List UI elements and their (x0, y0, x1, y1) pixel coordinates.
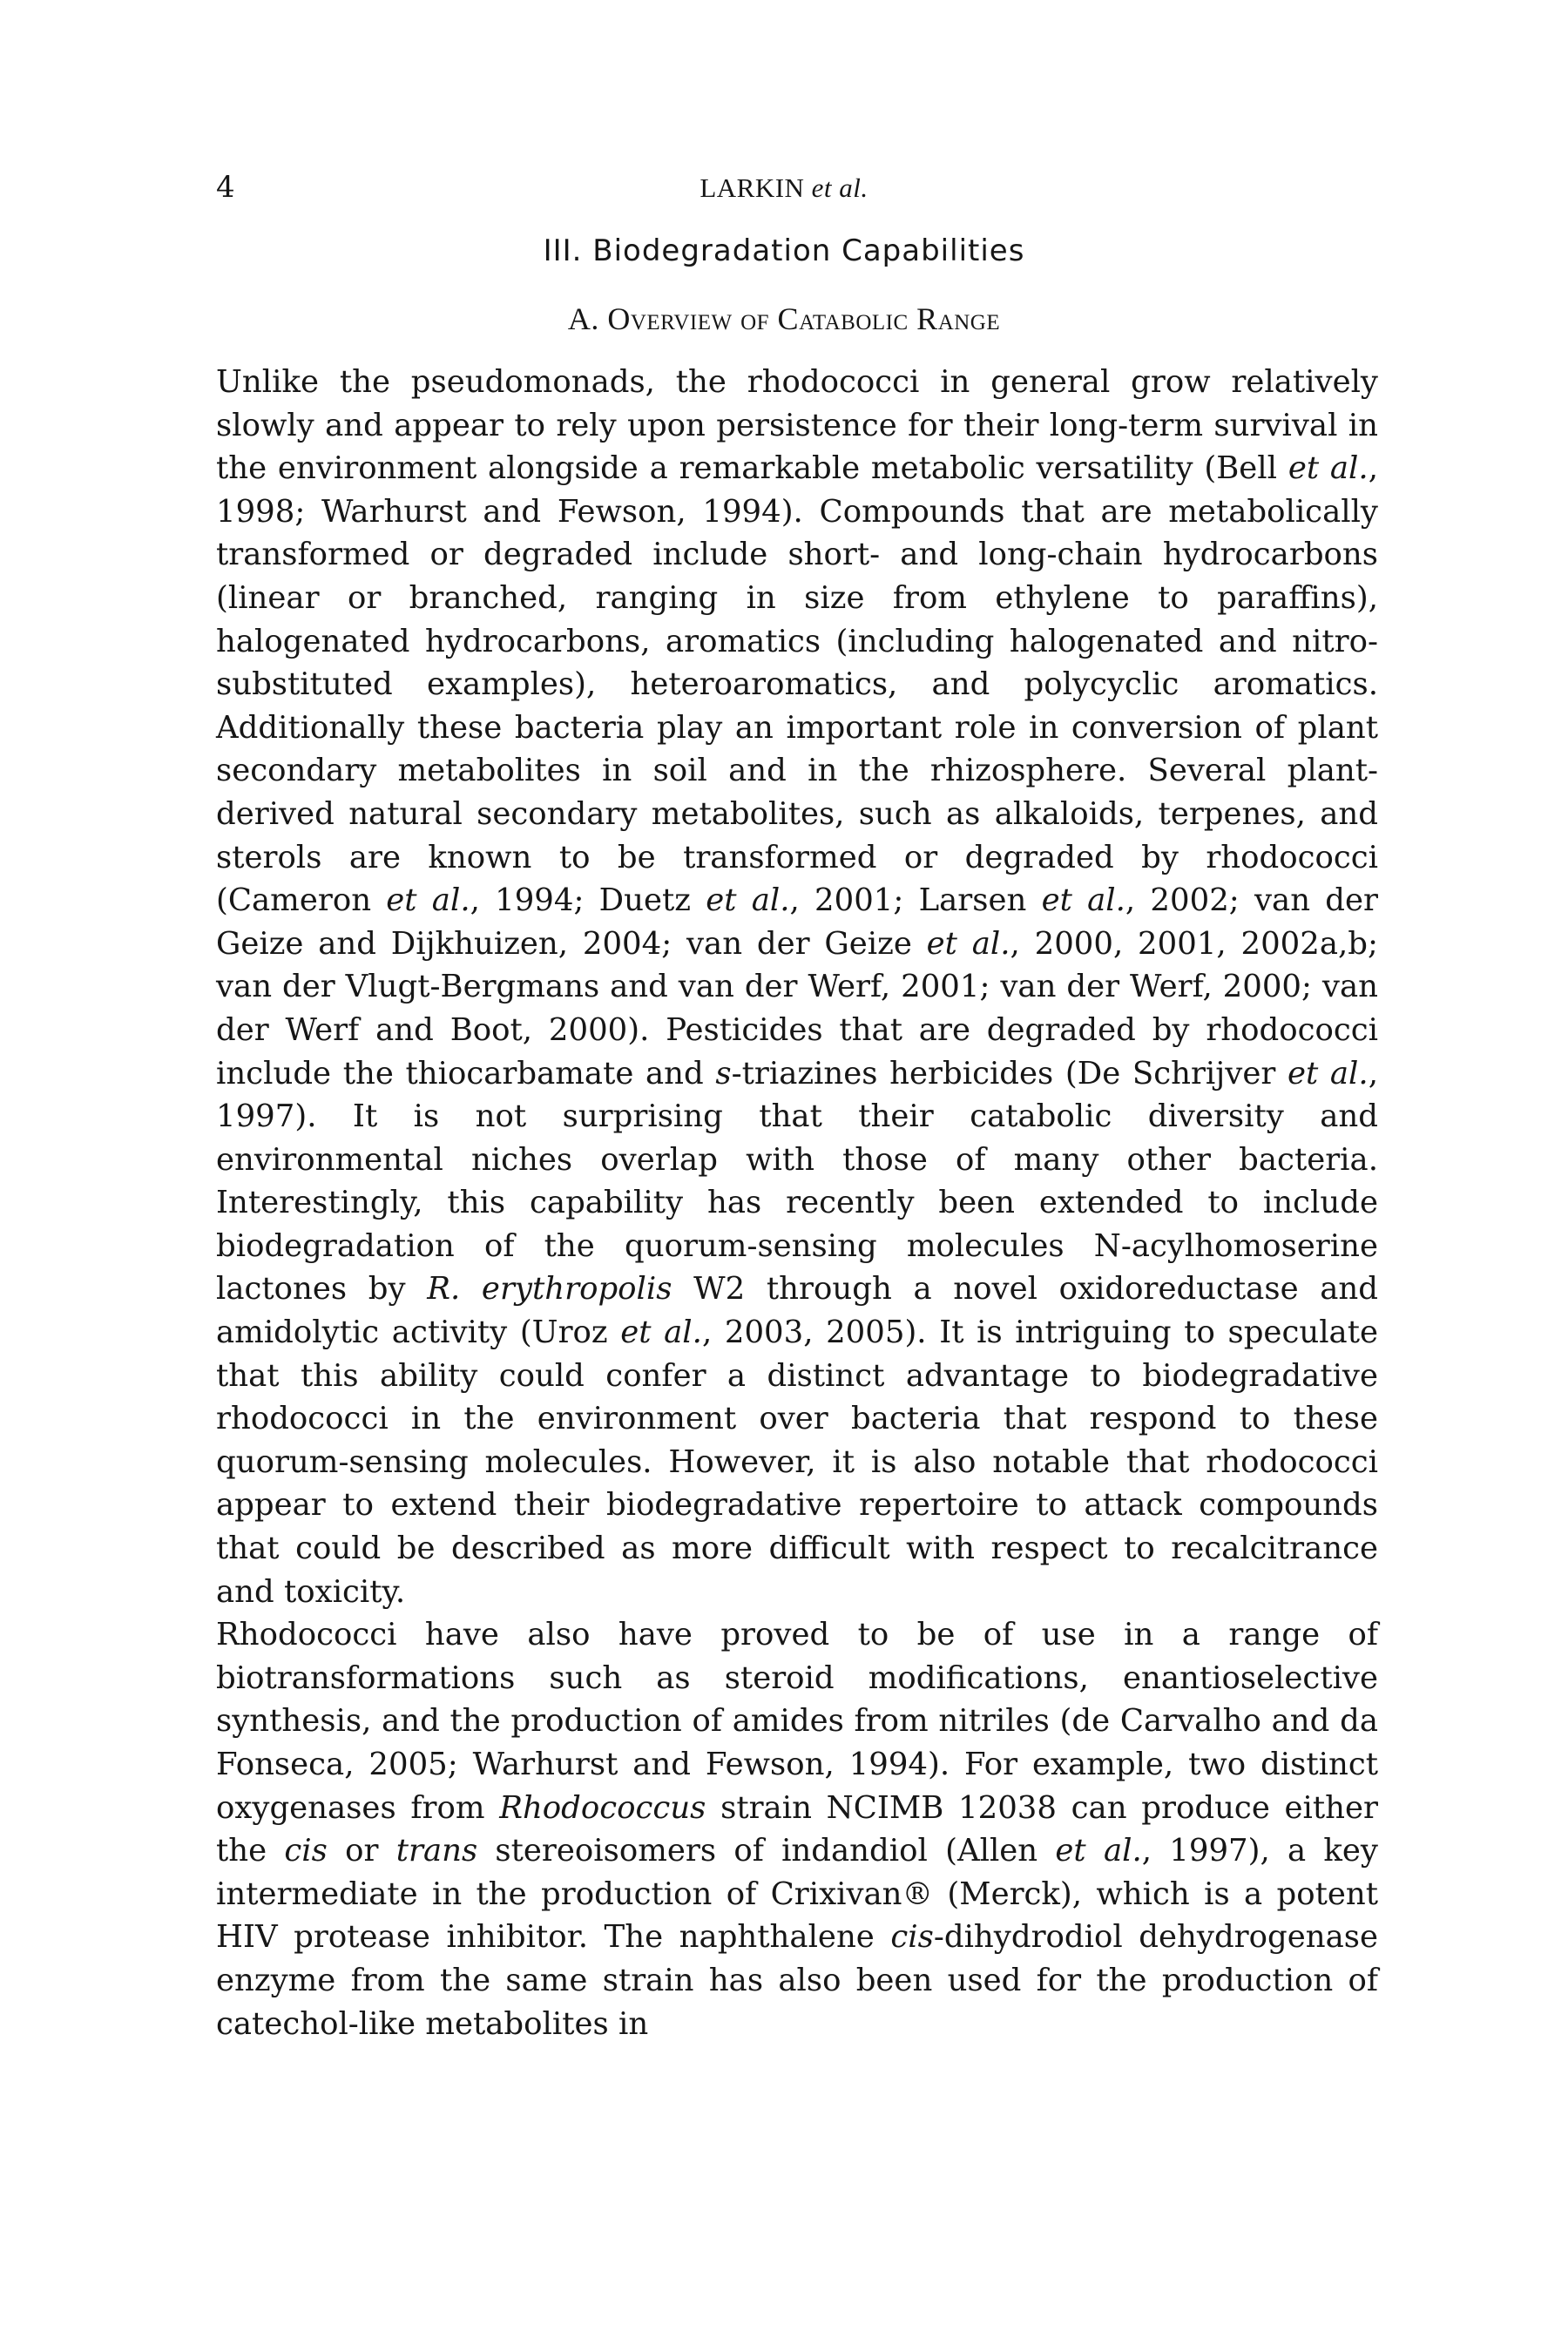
text-run: strain NCIMB 12038 can produce either the (216, 1789, 1378, 1869)
paragraph-2 (216, 1613, 1378, 2045)
italic-text: et al. (926, 925, 1010, 962)
text-run: or (327, 1833, 396, 1869)
running-head (0, 172, 1568, 204)
running-head-author: LARKIN (700, 172, 805, 203)
page-number: 4 (216, 170, 235, 205)
text-run: , 2000, 2001, 2002a,b; van der Vlugt-Bergmans and van der Werf, 2001; van der Werf, 2000; van der Werf and Boot, 2000). Pesticides that are degraded by rhodococci include the thiocarbamate and (216, 925, 1378, 1092)
text-run: , 2002; van der Geize and Dijkhuizen, 2004; van der Geize (216, 882, 1378, 962)
subsection-heading: A. Overview of Catabolic Range (567, 301, 1001, 336)
body-text (216, 361, 1378, 2045)
section-heading: III. Biodegradation Capabilities (543, 233, 1025, 268)
text-run: , 1994; Duetz (470, 882, 706, 919)
italic-text: trans (395, 1833, 478, 1869)
text-run: , 1998; Warhurst and Fewson, 1994). Compounds that are metabolically transformed or degraded include short- and long-chain hydrocarbons (linear or branched, ranging in size from ethylene to paraffins), halogenated hydrocarbons, aromatics (including halogenated and nitro-substituted examples), heteroaromatics, and polycyclic aromatics. Additionally these bacteria play an important role in conversion of plant secondary metabolites in soil and in the rhizosphere. Several plant-derived natural secondary metabolites, such as alkaloids, terpenes, and sterols are known to be transformed or degraded by rhodococci (Cameron (216, 450, 1378, 919)
italic-text: et al. (1055, 1833, 1142, 1869)
text-run: , 1997), a key intermediate in the production of Crixivan® (Merck), which is a potent HIV protease inhibitor. The naphthalene (216, 1833, 1378, 1956)
text-run: stereoisomers of indandiol (Allen (477, 1833, 1056, 1869)
italic-text: et al. (620, 1315, 702, 1351)
italic-text: et al. (1041, 882, 1125, 919)
text-run: , 2003, 2005). It is intriguing to speculate that this ability could confer a distinct advantage to biodegradative rhodococci in the environment over bacteria that respond to these quorum-sensing molecules. However, it is also notable that rhodococci appear to extend their biodegradative repertoire to attack compounds that could be described as more difficult with respect to recalcitrance and toxicity. (216, 1315, 1378, 1610)
running-head-etal: et al. (811, 172, 868, 203)
text-run: , 2001; Larsen (789, 882, 1042, 919)
text-run: Rhodococci have also have proved to be of use in a range of biotransformations such as steroid modifications, enantioselective synthesis, and the production of amides from nitriles (de Carvalho and da Fonseca, 2005; Warhurst and Fewson, 1994). For example, two distinct oxygenases from (216, 1617, 1378, 1826)
italic-text: s (715, 1055, 732, 1092)
italic-text: et al. (1287, 1055, 1369, 1092)
italic-text: R. erythropolis (427, 1271, 672, 1308)
paragraph-1 (216, 361, 1378, 1613)
italic-text: cis (890, 1919, 934, 1956)
text-run: W2 through a novel oxidoreductase and amidolytic activity (Uroz (216, 1271, 1378, 1351)
italic-text: et al. (1288, 450, 1369, 487)
italic-text: Rhodococcus (499, 1789, 706, 1826)
text-run: Unlike the pseudomonads, the rhodococci in general grow relatively slowly and appear to rely upon persistence for their long-term survival in the environment alongside a remarkable metabolic versatility (Bell (216, 364, 1378, 487)
italic-text: et al. (706, 882, 790, 919)
italic-text: et al. (386, 882, 470, 919)
text-run: -dihydrodiol dehydrogenase enzyme from the same strain has also been used for the production of catechol-like metabolites in (216, 1919, 1378, 2042)
text-run: , 1997). It is not surprising that their catabolic diversity and environmental niches overlap with those of many other bacteria. Interestingly, this capability has recently been extended to include biodegradation of the quorum-sensing molecules N-acylhomoserine lactones by (216, 1055, 1378, 1308)
italic-text: cis (284, 1833, 328, 1869)
text-run: -triazines herbicides (De Schrijver (731, 1055, 1288, 1092)
